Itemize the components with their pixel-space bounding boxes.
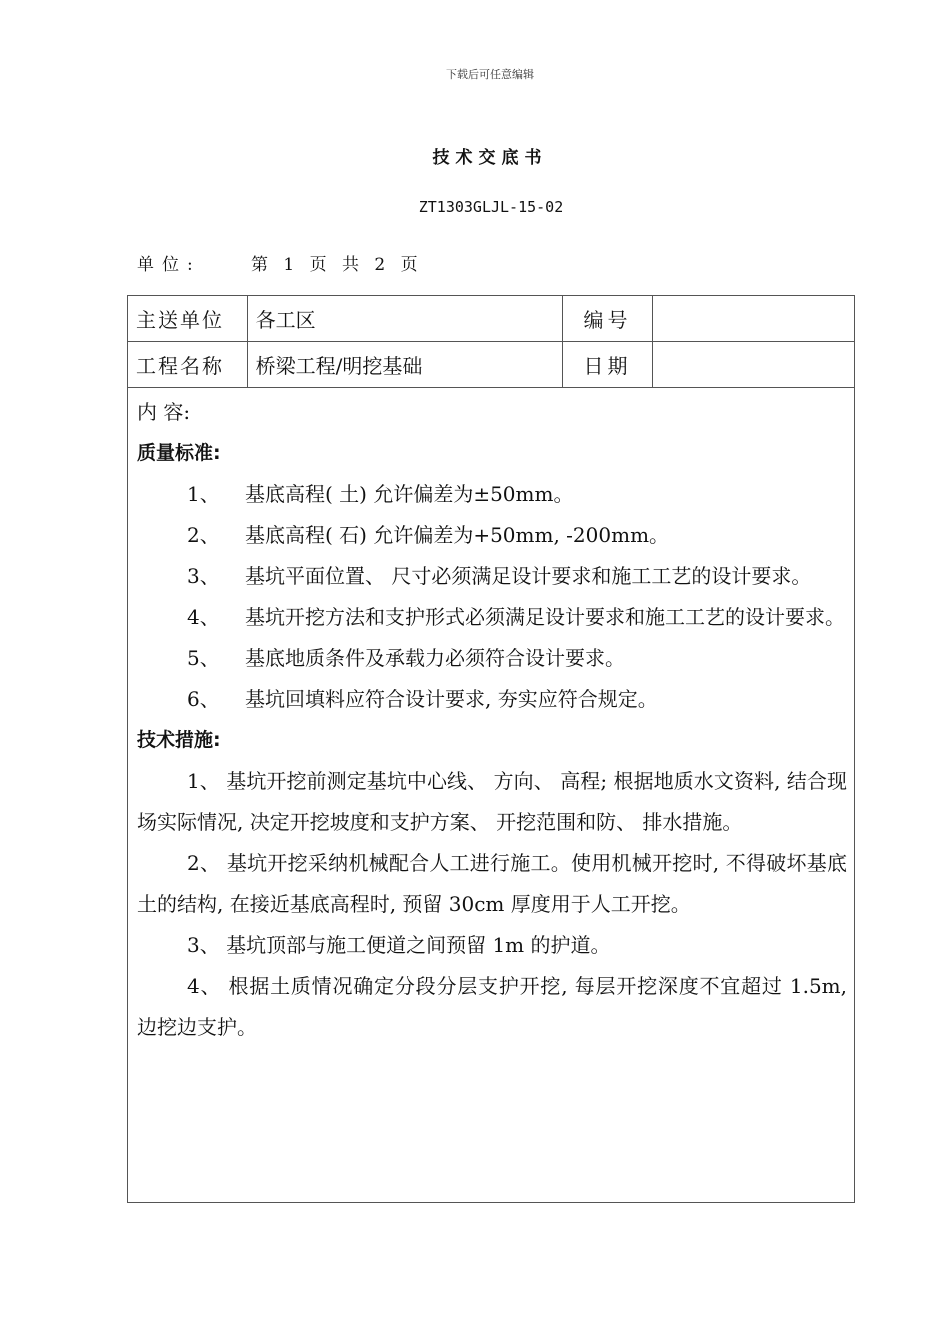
content-body xyxy=(137,392,847,1048)
item-number: 5、 xyxy=(187,646,220,670)
project-name-value: 桥梁工程/明挖基础 xyxy=(247,342,563,388)
measure-paragraph: 1、 基坑开挖前测定基坑中心线、 方向、 高程; 根据地质水文资料, 结合现场实际情况, 决定开挖坡度和支护方案、 开挖范围和防、 排水措施。 xyxy=(137,769,847,834)
item-text: 基坑开挖方法和支护形式必须满足设计要求和施工工艺的设计要求。 xyxy=(245,605,845,629)
item-text: 基底高程( 石) 允许偏差为+50mm, -200mm。 xyxy=(245,523,670,547)
table-row xyxy=(128,342,855,388)
list-item xyxy=(137,556,847,597)
item-number: 3、 xyxy=(187,564,220,588)
measure-paragraph: 4、 根据土质情况确定分段分层支护开挖, 每层开挖深度不宜超过 1.5m, 边挖边支护。 xyxy=(137,974,847,1039)
item-text: 基坑平面位置、 尺寸必须满足设计要求和施工工艺的设计要求。 xyxy=(245,564,812,588)
document-title: 技术交底书 xyxy=(432,148,548,168)
date-value xyxy=(652,342,854,388)
measure-paragraph: 2、 基坑开挖采纳机械配合人工进行施工。使用机械开挖时, 不得破坏基底土的结构, 在接近基底高程时, 预留 30cm 厚度用于人工开挖。 xyxy=(137,851,847,916)
document-number: ZT1303GLJL-15-02 xyxy=(418,198,564,216)
info-table xyxy=(127,295,855,388)
item-number: 4、 xyxy=(187,605,220,629)
header-note: 下载后可任意编辑 xyxy=(446,68,534,81)
item-text: 基底地质条件及承载力必须符合设计要求。 xyxy=(245,646,625,670)
item-text: 基底高程( 土) 允许偏差为±50mm。 xyxy=(245,482,574,506)
list-item xyxy=(137,597,847,638)
table-row xyxy=(128,296,855,342)
project-name-label: 工程名称 xyxy=(128,342,248,388)
unit-label: 单位: xyxy=(137,255,201,275)
list-item xyxy=(137,474,847,515)
quality-heading: 质量标准: xyxy=(137,442,221,464)
page-info: 第 1 页 共 2 页 xyxy=(251,255,423,275)
recipient-label: 主送单位 xyxy=(128,296,248,342)
item-text: 基坑回填料应符合设计要求, 夯实应符合规定。 xyxy=(245,687,658,711)
item-number: 2、 xyxy=(187,523,220,547)
measure-paragraph: 3、 基坑顶部与施工便道之间预留 1m 的护道。 xyxy=(187,933,611,957)
list-item xyxy=(137,679,847,720)
content-intro: 内 容: xyxy=(137,400,191,424)
date-label: 日期 xyxy=(563,342,653,388)
item-number: 6、 xyxy=(187,687,220,711)
recipient-value: 各工区 xyxy=(247,296,563,342)
list-item xyxy=(137,515,847,556)
item-number: 1、 xyxy=(187,482,220,506)
number-value xyxy=(652,296,854,342)
unit-line xyxy=(137,250,423,275)
number-label: 编号 xyxy=(563,296,653,342)
list-item xyxy=(137,638,847,679)
measures-heading: 技术措施: xyxy=(137,729,221,751)
